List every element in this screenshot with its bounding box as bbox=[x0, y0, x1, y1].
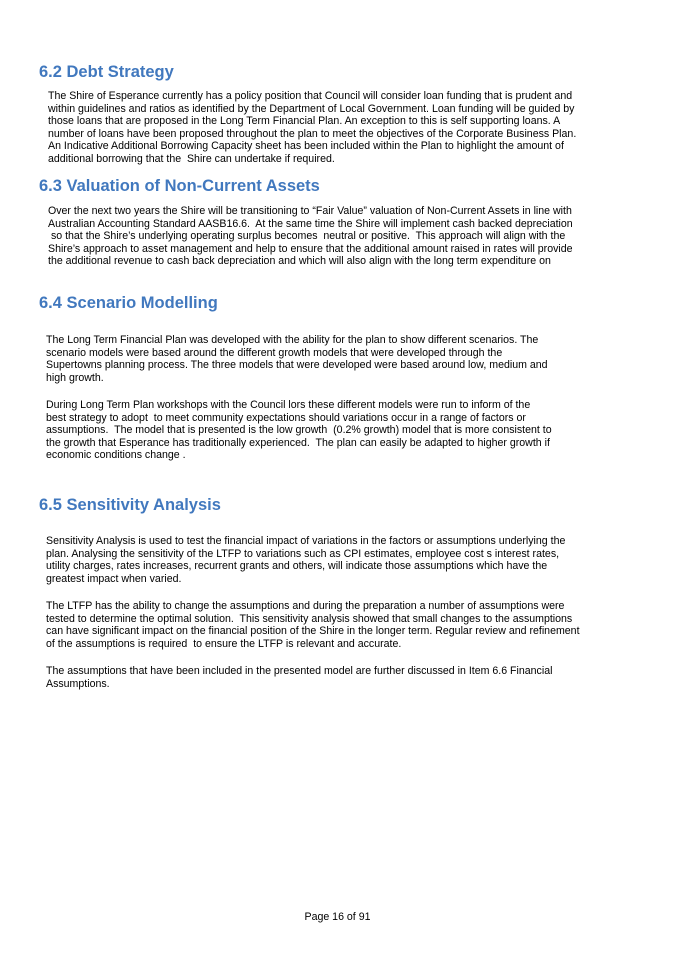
valuation-paragraph bbox=[48, 205, 573, 268]
text-line: so that the Shire’s underlying operating surplus becomes neutral or positive. This approach will align with the bbox=[48, 230, 566, 243]
text-line: utility charges, rates increases, recurrent grants and others, will indicate those assumptions which have the bbox=[46, 560, 548, 573]
text-line: Sensitivity Analysis is used to test the financial impact of variations in the factors or assumptions underlying the bbox=[46, 535, 566, 547]
text-line: additional borrowing that the Shire can undertake if required. bbox=[48, 152, 335, 165]
text-line: scenario models were based around the different growth models that were developed through the bbox=[46, 346, 503, 359]
text-line: Shire’s approach to asset management and help to ensure that the additional amount raised in rates will provide bbox=[48, 242, 573, 255]
text-line: plan. Analysing the sensitivity of the LTFP to variations such as CPI estimates, employee cost s interest rates, bbox=[46, 547, 560, 560]
section-heading-debt-strategy: 6.2 Debt Strategy bbox=[39, 63, 174, 81]
text-line: within guidelines and ratios as identified by the Department of Local Government. Loan funding will be guided by bbox=[48, 102, 575, 115]
text-line: high growth. bbox=[46, 371, 104, 384]
text-line: The Long Term Financial Plan was developed with the ability for the plan to show different scenarios. The bbox=[46, 334, 539, 346]
text-line: the growth that Esperance has traditionally experienced. The plan can easily be adapted to higher growth if bbox=[46, 436, 550, 449]
text-line: assumptions. The model that is presented is the low growth (0.2% growth) model that is more consistent to bbox=[46, 424, 552, 437]
text-line: greatest impact when varied. bbox=[46, 572, 182, 585]
text-line: those loans that are proposed in the Long Term Financial Plan. An exception to this is self supporting loans. A bbox=[48, 115, 561, 128]
text-line: Australian Accounting Standard AASB16.6. At the same time the Shire will implement cash backed depreciation bbox=[48, 217, 573, 230]
section-heading-sensitivity-analysis: 6.5 Sensitivity Analysis bbox=[39, 496, 221, 514]
text-line: best strategy to adopt to meet community expectations should variations occur in a range of factors or bbox=[46, 411, 526, 424]
scenario-paragraph-2 bbox=[46, 399, 552, 462]
text-line: number of loans have been proposed throughout the plan to meet the objectives of the Corporate Business Plan. bbox=[48, 127, 577, 140]
scenario-paragraph-1 bbox=[46, 334, 548, 384]
text-line: can have significant impact on the financial position of the Shire in the longer term. Regular review and refinement bbox=[46, 625, 580, 638]
section-heading-valuation: 6.3 Valuation of Non-Current Assets bbox=[39, 177, 320, 195]
text-line: Over the next two years the Shire will be transitioning to “Fair Value” valuation of Non-Current Assets in line with bbox=[48, 205, 572, 217]
page-number: Page 16 of 91 bbox=[304, 911, 371, 923]
sensitivity-paragraph-3 bbox=[46, 665, 552, 690]
text-line: economic conditions change . bbox=[46, 449, 186, 462]
text-line: tested to determine the optimal solution. This sensitivity analysis showed that small changes to the assumptions bbox=[46, 612, 573, 625]
sensitivity-paragraph-1 bbox=[46, 535, 565, 585]
text-line: the additional revenue to cash back depreciation and which will also align with the long term expenditure on bbox=[48, 255, 551, 268]
text-line: The assumptions that have been included in the presented model are further discussed in Item 6.6 Financial bbox=[46, 665, 553, 677]
debt-strategy-paragraph bbox=[48, 90, 576, 166]
text-line: The LTFP has the ability to change the assumptions and during the preparation a number of assumptions were bbox=[46, 600, 565, 612]
sensitivity-paragraph-2 bbox=[46, 600, 580, 650]
section-heading-scenario-modelling: 6.4 Scenario Modelling bbox=[39, 294, 218, 312]
text-line: An Indicative Additional Borrowing Capacity sheet has been included within the Plan to highlight the amount of bbox=[48, 140, 564, 153]
text-line: of the assumptions is required to ensure the LTFP is relevant and accurate. bbox=[46, 637, 402, 650]
text-line: Supertowns planning process. The three models that were developed were based around low, medium and bbox=[46, 359, 548, 372]
text-line: During Long Term Plan workshops with the Council lors these different models were run to inform of the bbox=[46, 399, 531, 411]
text-line: The Shire of Esperance currently has a policy position that Council will consider loan funding that is prudent and bbox=[48, 90, 573, 102]
text-line: Assumptions. bbox=[46, 677, 110, 690]
